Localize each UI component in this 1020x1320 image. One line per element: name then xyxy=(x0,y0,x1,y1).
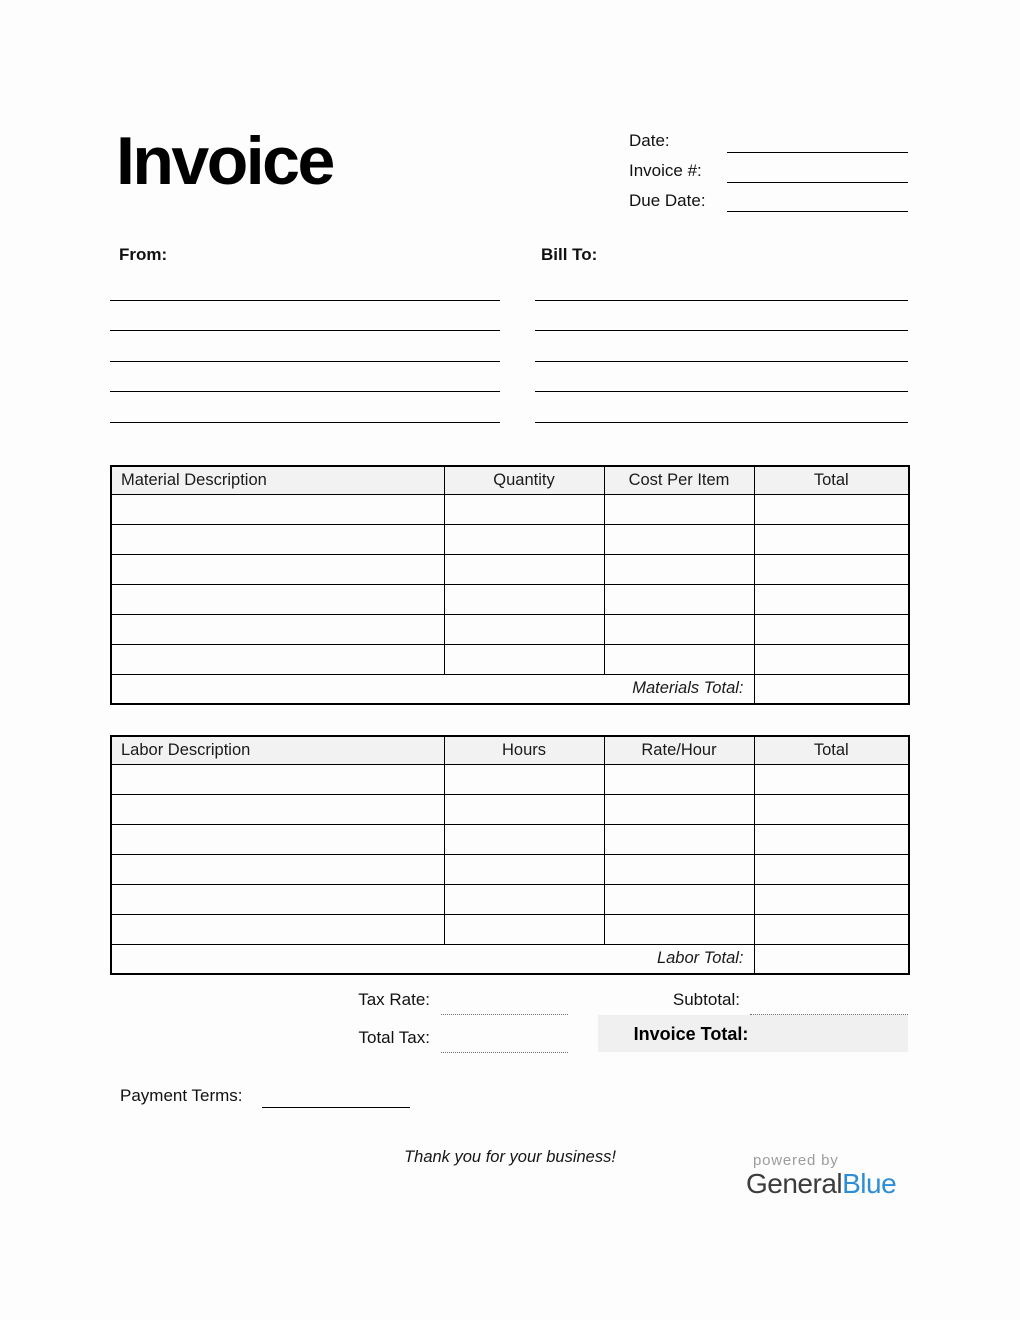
brand-logo xyxy=(746,1169,946,1199)
address-fill-line[interactable] xyxy=(110,362,500,393)
materials-total-row xyxy=(111,674,909,704)
address-fill-line[interactable] xyxy=(535,392,908,423)
powered-by-text: powered by xyxy=(753,1152,839,1169)
table-row xyxy=(111,584,909,614)
table-cell[interactable] xyxy=(604,854,754,884)
table-cell[interactable] xyxy=(604,614,754,644)
labor-total-row xyxy=(111,944,909,974)
materials-table xyxy=(110,465,910,705)
address-fill-line[interactable] xyxy=(535,301,908,332)
table-cell[interactable] xyxy=(444,914,604,944)
due-date-label: Due Date: xyxy=(629,191,706,210)
brand-general-text: General xyxy=(746,1168,843,1199)
table-row xyxy=(111,794,909,824)
address-fill-line[interactable] xyxy=(110,301,500,332)
table-cell[interactable] xyxy=(604,764,754,794)
table-cell[interactable] xyxy=(444,554,604,584)
table-cell[interactable] xyxy=(754,794,909,824)
table-cell[interactable] xyxy=(754,884,909,914)
labor-col-hours: Hours xyxy=(444,736,604,764)
labor-col-rate: Rate/Hour xyxy=(604,736,754,764)
bill-to-label: Bill To: xyxy=(541,245,598,264)
brand-block xyxy=(746,1152,946,1199)
payment-terms-field[interactable] xyxy=(262,1107,410,1108)
date-field[interactable] xyxy=(727,152,908,153)
table-cell[interactable] xyxy=(444,824,604,854)
brand-blue-text: Blue xyxy=(842,1168,897,1199)
table-cell[interactable] xyxy=(111,824,444,854)
table-cell[interactable] xyxy=(444,614,604,644)
table-cell[interactable] xyxy=(111,524,444,554)
table-cell[interactable] xyxy=(604,824,754,854)
materials-total-value[interactable] xyxy=(754,674,909,704)
table-cell[interactable] xyxy=(444,524,604,554)
table-cell[interactable] xyxy=(111,584,444,614)
total-tax-label: Total Tax: xyxy=(358,1028,430,1047)
labor-header-row xyxy=(111,736,909,764)
address-fill-line[interactable] xyxy=(535,270,908,301)
table-cell[interactable] xyxy=(444,854,604,884)
table-cell[interactable] xyxy=(604,884,754,914)
due-date-field[interactable] xyxy=(727,211,908,212)
table-cell[interactable] xyxy=(111,554,444,584)
materials-total-label: Materials Total: xyxy=(111,674,754,704)
table-cell[interactable] xyxy=(604,794,754,824)
table-cell[interactable] xyxy=(604,644,754,674)
payment-terms-label: Payment Terms: xyxy=(120,1086,243,1105)
labor-col-total: Total xyxy=(754,736,909,764)
materials-table-body xyxy=(111,494,909,674)
labor-total-label: Labor Total: xyxy=(111,944,754,974)
table-cell[interactable] xyxy=(111,644,444,674)
table-cell[interactable] xyxy=(444,764,604,794)
from-label: From: xyxy=(119,245,168,264)
table-cell[interactable] xyxy=(111,884,444,914)
table-row xyxy=(111,764,909,794)
tax-rate-label: Tax Rate: xyxy=(358,990,430,1009)
date-label: Date: xyxy=(629,131,670,150)
table-cell[interactable] xyxy=(604,584,754,614)
materials-header-row xyxy=(111,466,909,494)
bill-to-address-lines xyxy=(535,270,908,423)
labor-col-description: Labor Description xyxy=(111,736,444,764)
table-cell[interactable] xyxy=(754,584,909,614)
materials-col-quantity: Quantity xyxy=(444,466,604,494)
table-cell[interactable] xyxy=(754,524,909,554)
table-row xyxy=(111,914,909,944)
subtotal-label: Subtotal: xyxy=(672,990,740,1009)
table-cell[interactable] xyxy=(754,614,909,644)
invoice-number-label: Invoice #: xyxy=(629,161,702,180)
labor-total-value[interactable] xyxy=(754,944,909,974)
address-fill-line[interactable] xyxy=(110,270,500,301)
address-fill-line[interactable] xyxy=(110,331,500,362)
table-cell[interactable] xyxy=(444,584,604,614)
total-tax-field[interactable] xyxy=(441,1052,568,1053)
table-row xyxy=(111,614,909,644)
table-row xyxy=(111,644,909,674)
labor-table xyxy=(110,735,910,975)
table-row xyxy=(111,524,909,554)
thank-you-message: Thank you for your business! xyxy=(404,1148,616,1166)
table-cell[interactable] xyxy=(111,854,444,884)
table-cell[interactable] xyxy=(754,644,909,674)
table-cell[interactable] xyxy=(111,794,444,824)
table-cell[interactable] xyxy=(444,494,604,524)
table-cell[interactable] xyxy=(754,914,909,944)
table-cell[interactable] xyxy=(111,614,444,644)
address-fill-line[interactable] xyxy=(110,392,500,423)
table-cell[interactable] xyxy=(111,494,444,524)
table-row xyxy=(111,554,909,584)
table-row xyxy=(111,824,909,854)
invoice-total-label: Invoice Total: xyxy=(633,1024,749,1044)
table-row xyxy=(111,854,909,884)
address-fill-line[interactable] xyxy=(535,331,908,362)
page-title: Invoice xyxy=(116,123,333,199)
invoice-number-field[interactable] xyxy=(727,182,908,183)
table-cell[interactable] xyxy=(444,794,604,824)
table-cell[interactable] xyxy=(604,914,754,944)
subtotal-field[interactable] xyxy=(750,1014,908,1015)
labor-table-body xyxy=(111,764,909,944)
table-cell[interactable] xyxy=(754,554,909,584)
materials-col-description: Material Description xyxy=(111,466,444,494)
table-cell[interactable] xyxy=(754,494,909,524)
table-cell[interactable] xyxy=(111,764,444,794)
table-row xyxy=(111,884,909,914)
table-cell[interactable] xyxy=(604,524,754,554)
materials-col-cost: Cost Per Item xyxy=(604,466,754,494)
table-cell[interactable] xyxy=(444,884,604,914)
table-cell[interactable] xyxy=(754,854,909,884)
table-cell[interactable] xyxy=(754,764,909,794)
table-cell[interactable] xyxy=(754,824,909,854)
tax-rate-field[interactable] xyxy=(441,1014,568,1015)
table-cell[interactable] xyxy=(604,494,754,524)
address-fill-line[interactable] xyxy=(535,362,908,393)
table-cell[interactable] xyxy=(111,914,444,944)
materials-col-total: Total xyxy=(754,466,909,494)
table-cell[interactable] xyxy=(604,554,754,584)
table-row xyxy=(111,494,909,524)
from-address-lines xyxy=(110,270,500,423)
table-cell[interactable] xyxy=(444,644,604,674)
